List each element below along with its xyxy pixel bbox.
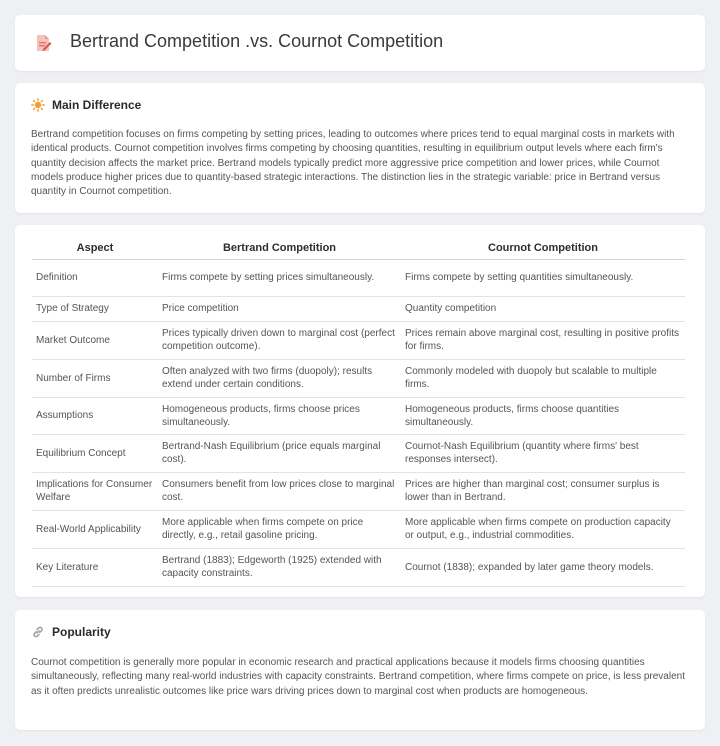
table-row [32,259,685,296]
cournot-cell: Quantity competition [401,296,685,321]
table-row [32,472,685,510]
bertrand-cell: Bertrand (1883); Edgeworth (1925) extended with capacity constraints. [158,548,401,586]
cournot-cell: Prices remain above marginal cost, resulting in positive profits for firms. [401,321,685,359]
bertrand-cell: More applicable when firms compete on price directly, e.g., retail gasoline pricing. [158,510,401,548]
table-row [32,296,685,321]
bertrand-cell: Often analyzed with two firms (duopoly); results extend under certain conditions. [158,359,401,397]
main-difference-section [15,83,705,213]
sun-icon [31,98,45,112]
popularity-header [31,625,111,639]
aspect-cell: Definition [32,259,158,296]
header-aspect: Aspect [32,237,158,259]
bertrand-cell: Homogeneous products, firms choose prices simultaneously. [158,397,401,434]
cournot-cell: More applicable when firms compete on production capacity or output, e.g., industrial commodities. [401,510,685,548]
comparison-table-card [15,225,705,597]
page-title: Bertrand Competition .vs. Cournot Competition [70,31,444,51]
table-row [32,548,685,586]
bertrand-cell: Prices typically driven down to marginal cost (perfect competition outcome). [158,321,401,359]
aspect-cell: Assumptions [32,397,158,434]
main-difference-header [31,98,141,112]
table-row [32,434,685,472]
main-difference-text: Bertrand competition focuses on firms competing by setting prices, leading to outcomes where prices tend to equal marginal costs in markets with identical products. Cournot competition involves firms competing by choosing quantities, resulting in equilibrium output levels where each firm's quantity decision affects the market price. Bertrand models typically predict more aggressive price competition and lower prices, while Cournot models produce higher prices due to quantity-based strategic interactions. The distinction lies in the strategic variable: price in Bertrand versus quantity in Cournot competition. [31,129,675,198]
popularity-heading: Popularity [52,625,111,639]
cournot-cell: Commonly modeled with duopoly but scalable to multiple firms. [401,359,685,397]
bertrand-cell: Bertrand-Nash Equilibrium (price equals marginal cost). [158,434,401,472]
main-difference-heading: Main Difference [52,98,142,112]
popularity-text: Cournot competition is generally more popular in economic research and practical applications because it models firms choosing quantities simultaneously, reflecting many real-world industries with capacity constraints. Bertrand competition, where firms compete on price, is less prevalent as it often predicts unrealistic outcomes like price wars driving prices down to marginal cost when products are homogeneous. [31,657,685,697]
aspect-cell: Number of Firms [32,359,158,397]
header-cournot: Cournot Competition [401,237,685,259]
bertrand-cell: Firms compete by setting prices simultaneously. [158,259,401,296]
cournot-cell: Cournot (1838); expanded by later game theory models. [401,548,685,586]
cournot-cell: Firms compete by setting quantities simultaneously. [401,259,685,296]
aspect-cell: Implications for Consumer Welfare [32,472,158,510]
link-icon [31,625,45,639]
table-header-row [32,237,685,259]
cournot-cell: Homogeneous products, firms choose quantities simultaneously. [401,397,685,434]
table-row [32,321,685,359]
aspect-cell: Key Literature [32,548,158,586]
bertrand-cell: Consumers benefit from low prices close to marginal cost. [158,472,401,510]
cournot-cell: Prices are higher than marginal cost; consumer surplus is lower than in Bertrand. [401,472,685,510]
document-icon [34,34,52,52]
comparison-table [32,237,685,587]
popularity-section [15,610,705,730]
header-bertrand: Bertrand Competition [158,237,401,259]
aspect-cell: Market Outcome [32,321,158,359]
table-row [32,510,685,548]
table-row [32,359,685,397]
aspect-cell: Equilibrium Concept [32,434,158,472]
aspect-cell: Type of Strategy [32,296,158,321]
bertrand-cell: Price competition [158,296,401,321]
cournot-cell: Cournot-Nash Equilibrium (quantity where firms' best responses intersect). [401,434,685,472]
aspect-cell: Real-World Applicability [32,510,158,548]
title-card [15,15,705,71]
table-row [32,397,685,434]
